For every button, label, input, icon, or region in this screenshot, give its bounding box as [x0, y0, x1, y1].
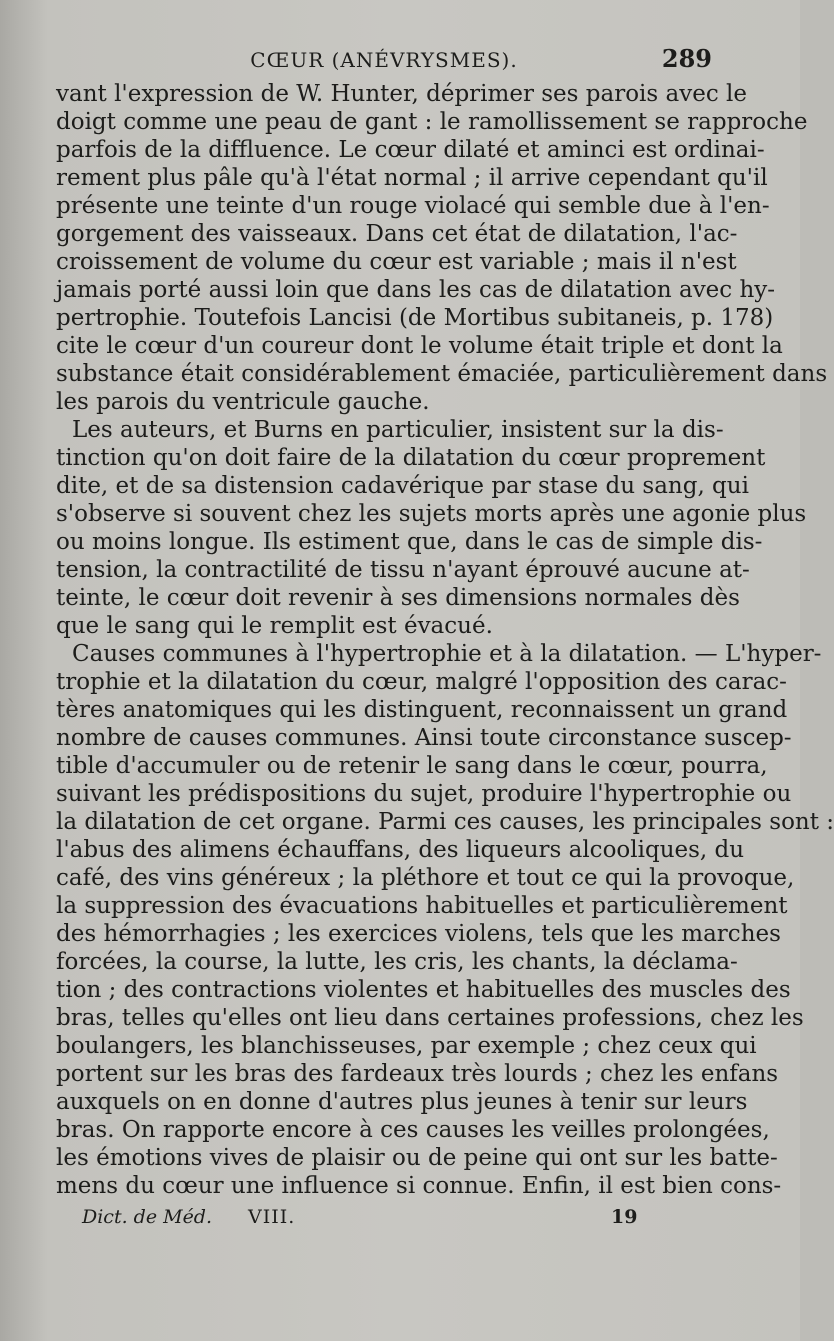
text-line: teinte, le cœur doit revenir à ses dimensions normales dès	[56, 585, 740, 611]
text-line: forcées, la course, la lutte, les cris, les chants, la déclama-	[56, 949, 738, 975]
text-line: auxquels on en donne d'autres plus jeunes à tenir sur leurs	[56, 1089, 748, 1115]
text-line: la suppression des évacuations habituelles et particulièrement	[56, 893, 788, 919]
page-footer	[56, 1206, 712, 1236]
text-line: Les auteurs, et Burns en particulier, insistent sur la dis-	[72, 417, 724, 443]
text-line: tinction qu'on doit faire de la dilatation du cœur proprement	[56, 445, 766, 471]
text-line: les parois du ventricule gauche.	[56, 389, 430, 415]
text-line: trophie et la dilatation du cœur, malgré l'opposition des carac-	[56, 669, 787, 695]
text-line: s'observe si souvent chez les sujets morts après une agonie plus	[56, 501, 807, 527]
footer-title: Dict. de Méd.	[82, 1206, 213, 1228]
text-line: café, des vins généreux ; la pléthore et tout ce qui la provoque,	[56, 865, 795, 891]
text-line: jamais porté aussi loin que dans les cas de dilatation avec hy-	[56, 277, 776, 303]
text-line: croissement de volume du cœur est variable ; mais il n'est	[56, 249, 737, 275]
text-line: des hémorrhagies ; les exercices violens, tels que les marches	[56, 921, 781, 947]
text-line: les émotions vives de plaisir ou de peine qui ont sur les batte-	[56, 1145, 778, 1171]
text-line: parfois de la diffluence. Le cœur dilaté et aminci est ordinai-	[56, 137, 765, 163]
text-line: nombre de causes communes. Ainsi toute circonstance suscep-	[56, 725, 792, 751]
text-line: tible d'accumuler ou de retenir le sang dans le cœur, pourra,	[56, 753, 768, 779]
running-head	[56, 44, 712, 80]
text-line: pertrophie. Toutefois Lancisi (de Mortibus subitaneis, p. 178)	[56, 305, 774, 331]
running-title: CŒUR (ANÉVRYSMES).	[250, 48, 518, 72]
text-line: doigt comme une peau de gant : le ramollissement se rapproche	[56, 109, 808, 135]
footer-volume: VIII.	[248, 1206, 296, 1228]
text-line: la dilatation de cet organe. Parmi ces causes, les principales sont :	[56, 809, 834, 835]
text-line: suivant les prédispositions du sujet, produire l'hypertrophie ou	[56, 781, 792, 807]
text-line: tension, la contractilité de tissu n'ayant éprouvé aucune at-	[56, 557, 750, 583]
footer-signature: 19	[611, 1206, 638, 1228]
text-line: présente une teinte d'un rouge violacé qui semble due à l'en-	[56, 193, 770, 219]
text-line: cite le cœur d'un coureur dont le volume était triple et dont la	[56, 333, 783, 359]
page-number: 289	[661, 44, 712, 73]
text-line: tion ; des contractions violentes et habituelles des muscles des	[56, 977, 791, 1003]
text-line: dite, et de sa distension cadavérique par stase du sang, qui	[56, 473, 749, 499]
text-line: gorgement des vaisseaux. Dans cet état de dilatation, l'ac-	[56, 221, 738, 247]
text-line: mens du cœur une influence si connue. Enfin, il est bien cons-	[56, 1173, 782, 1199]
text-line: boulangers, les blanchisseuses, par exemple ; chez ceux qui	[56, 1033, 757, 1059]
section-heading-line: Causes communes à l'hypertrophie et à la dilatation. — L'hyper-	[72, 641, 822, 667]
text-line: vant l'expression de W. Hunter, déprimer ses parois avec le	[56, 81, 747, 107]
text-line: que le sang qui le remplit est évacué.	[56, 613, 493, 639]
text-line: tères anatomiques qui les distinguent, reconnaissent un grand	[56, 697, 788, 723]
text-line: portent sur les bras des fardeaux très lourds ; chez les enfans	[56, 1061, 779, 1087]
body-text	[56, 80, 834, 1200]
text-line: bras. On rapporte encore à ces causes les veilles prolongées,	[56, 1117, 770, 1143]
text-line: ou moins longue. Ils estiment que, dans le cas de simple dis-	[56, 529, 763, 555]
text-line: bras, telles qu'elles ont lieu dans certaines professions, chez les	[56, 1005, 804, 1031]
text-line: l'abus des alimens échauffans, des liqueurs alcooliques, du	[56, 837, 745, 863]
text-line: substance était considérablement émaciée, particulièrement dans	[56, 361, 828, 387]
text-line: rement plus pâle qu'à l'état normal ; il arrive cependant qu'il	[56, 165, 768, 191]
